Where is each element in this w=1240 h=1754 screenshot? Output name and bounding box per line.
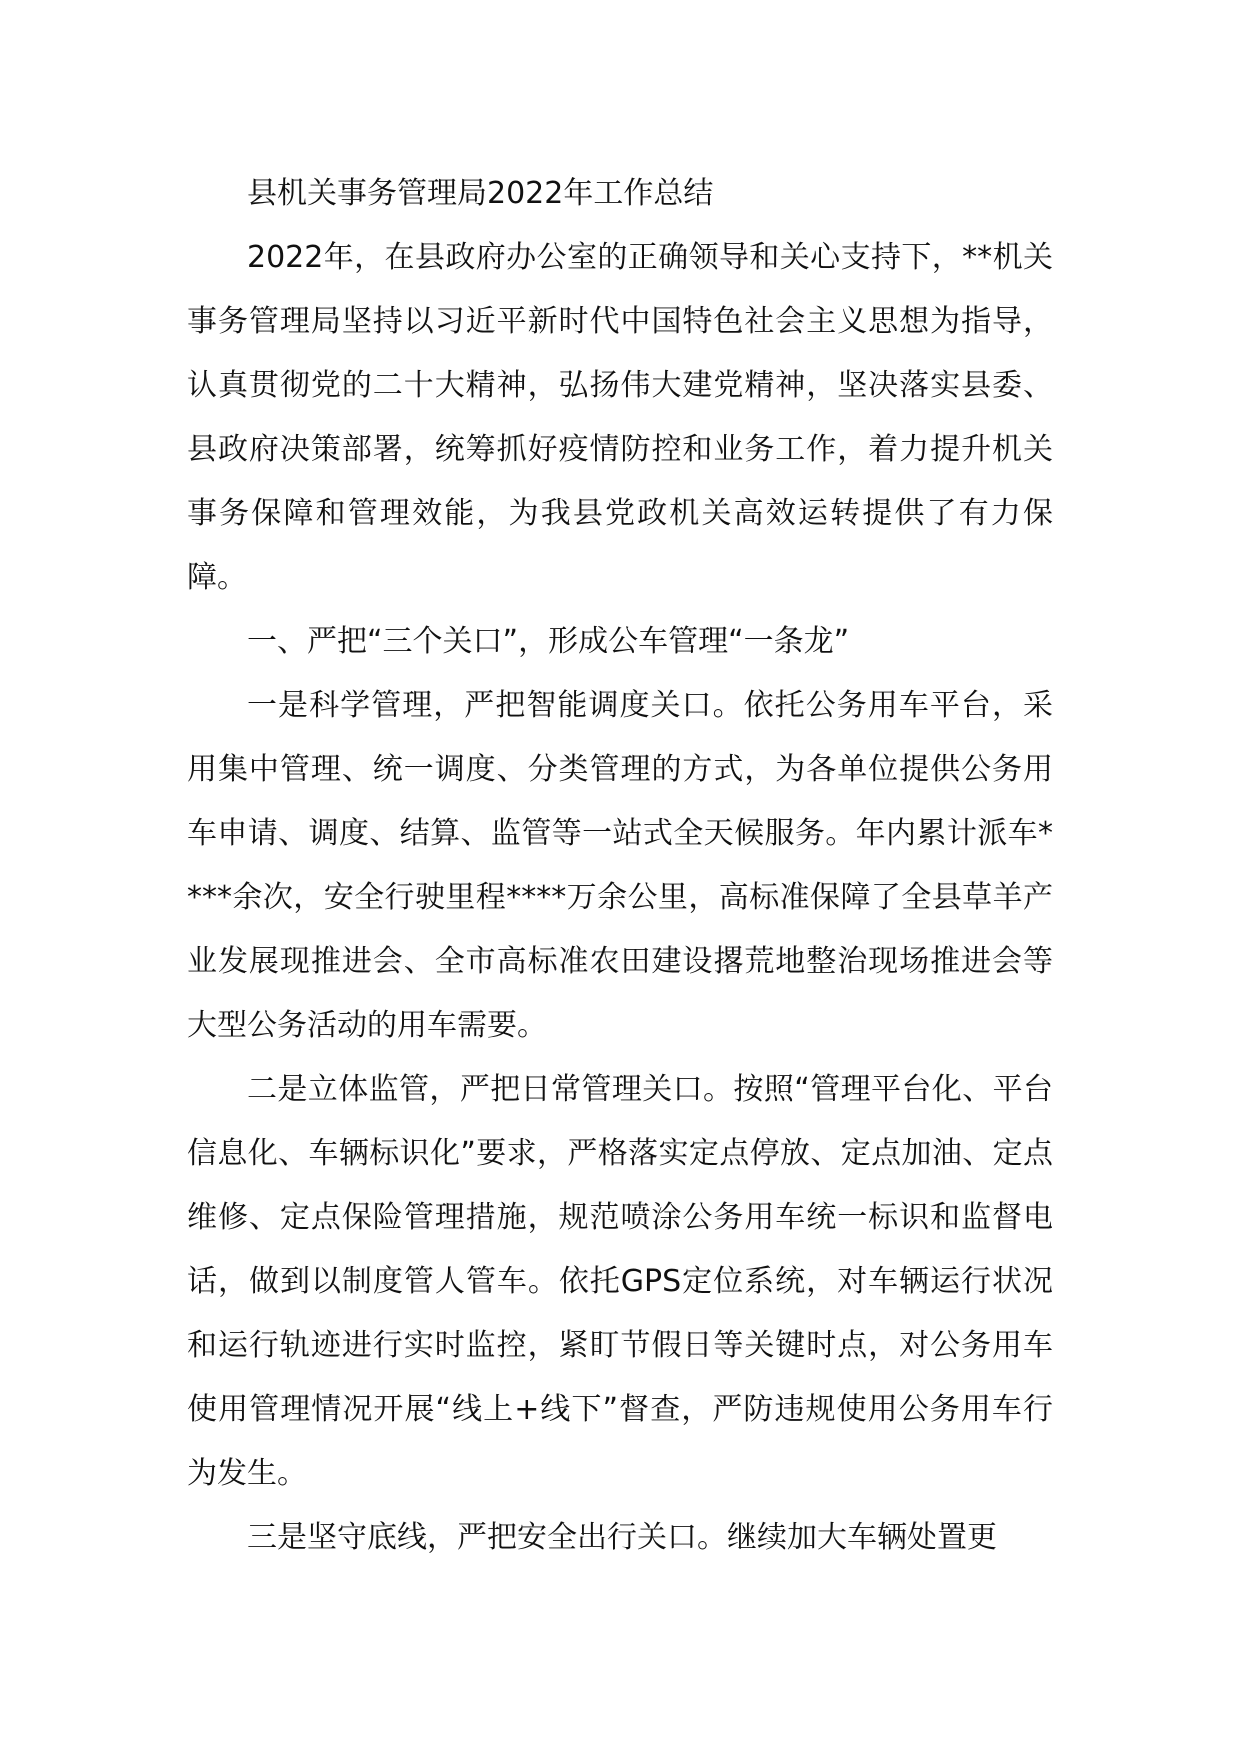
- paragraph-1: 一是科学管理，严把智能调度关口。依托公务用车平台，采用集中管理、统一调度、分类管理的方式，为各单位提供公务用车申请、调度、结算、监管等一站式全天候服务。年内累计派车****余次，安全行驶里程****万余公里，高标准保障了全县草羊产业发展现推进会、全市高标准农田建设撂荒地整治现场推进会等大型公务活动的用车需要。: [187, 688, 1053, 1043]
- paragraph-2: 二是立体监管，严把日常管理关口。按照“管理平台化、平台信息化、车辆标识化”要求，严格落实定点停放、定点加油、定点维修、定点保险管理措施，规范喷涂公务用车统一标识和监督电话，做到以制度管人管车。依托GPS定位系统，对车辆运行状况和运行轨迹进行实时监控，紧盯节假日等关键时点，对公务用车使用管理情况开展“线上+线下”督查，严防违规使用公务用车行为发生。: [187, 1072, 1053, 1491]
- paragraph-intro: 2022年，在县政府办公室的正确领导和关心支持下，**机关事务管理局坚持以习近平新时代中国特色社会主义思想为指导，认真贯彻党的二十大精神，弘扬伟大建党精神，坚决落实县委、县政府决策部署，统筹抓好疫情防控和业务工作，着力提升机关事务保障和管理效能，为我县党政机关高效运转提供了有力保障。: [187, 240, 1053, 595]
- section-heading-1: 一、严把“三个关口”，形成公车管理“一条龙”: [247, 624, 850, 659]
- paragraph-3: 三是坚守底线，严把安全出行关口。继续加大车辆处置更: [247, 1520, 997, 1555]
- document-title: 县机关事务管理局2022年工作总结: [247, 176, 714, 211]
- document-body: [187, 162, 1053, 1570]
